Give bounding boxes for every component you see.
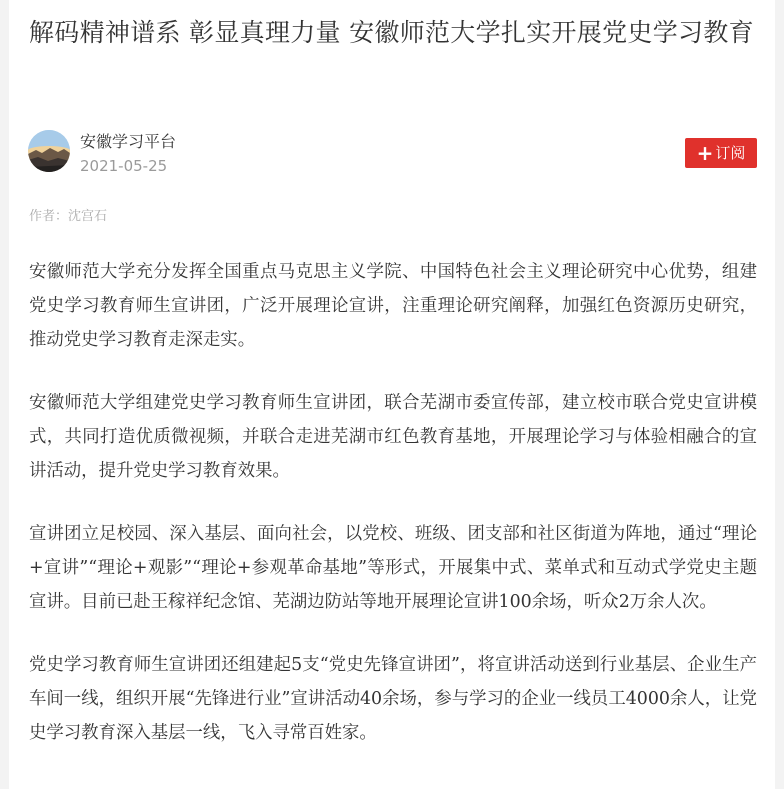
article-page [9,0,775,789]
article-body [29,255,757,779]
publish-date: 2021-05-25 [80,157,168,175]
article-paragraph: 宣讲团立足校园、深入基层、面向社会，以党校、班级、团支部和社区街道为阵地，通过“理论+宣讲”“理论+观影”“理论+参观革命基地”等形式，开展集中式、菜单式和互动式学党史主题宣讲。目前已赴王稼祥纪念馆、芜湖边防站等地开展理论宣讲100余场，听众2万余人次。 [29,524,757,612]
subscribe-label: 订阅 [715,144,746,162]
landscape-avatar-image [28,130,70,172]
plus-icon: + [696,141,714,165]
author-line: 作者：沈宫石 [29,209,108,224]
article-paragraph: 党史学习教育师生宣讲团还组建起5支“党史先锋宣讲团”，将宣讲活动送到行业基层、企业生产车间一线，组织开展“先锋进行业”宣讲活动40余场，参与学习的企业一线员工4000余人，让党史学习教育深入基层一线，飞入寻常百姓家。 [29,655,757,743]
article-paragraph: 安徽师范大学充分发挥全国重点马克思主义学院、中国特色社会主义理论研究中心优势，组建党史学习教育师生宣讲团，广泛开展理论宣讲，注重理论研究阐释，加强红色资源历史研究，推动党史学习教育走深走实。 [29,262,757,350]
source-name[interactable]: 安徽学习平台 [80,132,177,151]
avatar[interactable] [28,130,70,172]
subscribe-button[interactable] [685,138,757,168]
article-paragraph: 安徽师范大学组建党史学习教育师生宣讲团，联合芜湖市委宣传部，建立校市联合党史宣讲模式，共同打造优质微视频，并联合走进芜湖市红色教育基地，开展理论学习与体验相融合的宣讲活动，提升党史学习教育效果。 [29,393,757,481]
article-title: 解码精神谱系 彰显真理力量 安徽师范大学扎实开展党史学习教育 [29,18,754,47]
